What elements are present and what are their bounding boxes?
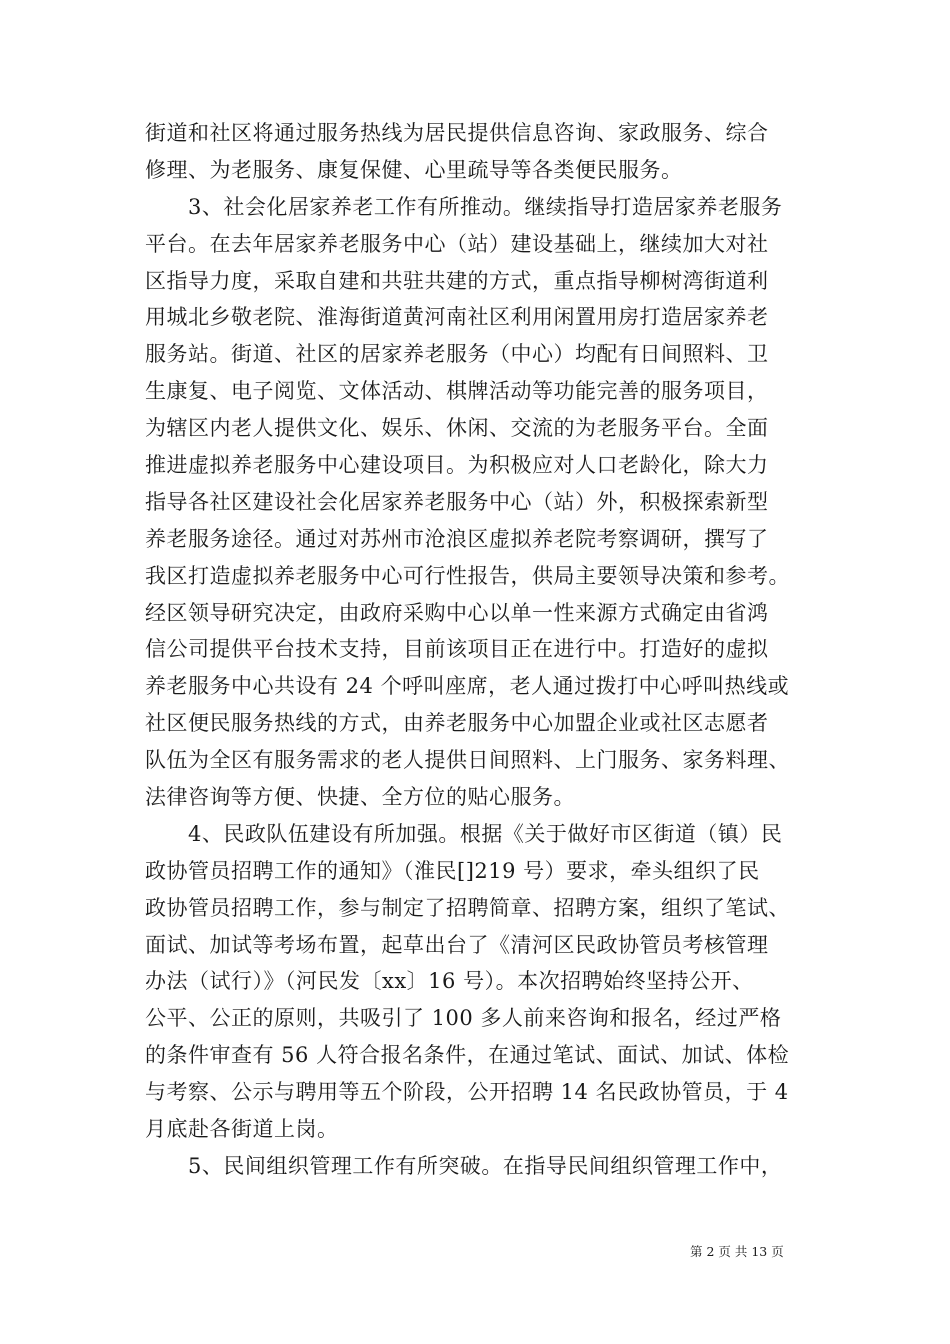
text-line: 为辖区内老人提供文化、娱乐、休闲、交流的为老服务平台。全面 xyxy=(145,416,769,441)
text-line: 月底赴各街道上岗。 xyxy=(145,1117,339,1142)
text-line: 与考察、公示与聘用等五个阶段，公开招聘 14 名民政协管员，于 4 xyxy=(145,1080,789,1105)
text-line: 信公司提供平台技术支持，目前该项目正在进行中。打造好的虚拟 xyxy=(145,637,769,662)
text-line: 面试、加试等考场布置，起草出台了《清河区民政协管员考核管理 xyxy=(145,932,769,957)
paragraph-start-line: 4、民政队伍建设有所加强。根据《关于做好市区街道（镇）民 xyxy=(188,821,783,846)
text-line: 的条件审查有 56 人符合报名条件，在通过笔试、面试、加试、体检 xyxy=(145,1043,790,1068)
paragraph-start-line: 3、社会化居家养老工作有所推动。继续指导打造居家养老服务 xyxy=(188,194,783,219)
text-line: 服务站。街道、社区的居家养老服务（中心）均配有日间照料、卫 xyxy=(145,342,769,367)
text-line: 推进虚拟养老服务中心建设项目。为积极应对人口老龄化，除大力 xyxy=(145,453,769,478)
text-line: 生康复、电子阅览、文体活动、棋牌活动等功能完善的服务项目， xyxy=(145,379,769,404)
text-line: 养老服务中心共设有 24 个呼叫座席，老人通过拨打中心呼叫热线或 xyxy=(145,674,790,699)
text-line: 修理、为老服务、康复保健、心里疏导等各类便民服务。 xyxy=(145,157,683,182)
text-line: 我区打造虚拟养老服务中心可行性报告，供局主要领导决策和参考。 xyxy=(145,563,790,588)
text-line: 指导各社区建设社会化居家养老服务中心（站）外，积极探索新型 xyxy=(145,489,769,514)
page-label: 第 2 页 共 13 页 xyxy=(690,1244,784,1259)
text-line: 养老服务途径。通过对苏州市沧浪区虚拟养老院考察调研，撰写了 xyxy=(145,526,769,551)
text-line: 区指导力度，采取自建和共驻共建的方式，重点指导柳树湾街道利 xyxy=(145,268,769,293)
text-line: 街道和社区将通过服务热线为居民提供信息咨询、家政服务、综合 xyxy=(145,121,769,145)
text-line: 办法（试行）》（河民发〔xx〕16 号）。本次招聘始终坚持公开、 xyxy=(145,969,754,994)
paragraph-start-line: 5、民间组织管理工作有所突破。在指导民间组织管理工作中， xyxy=(188,1153,783,1178)
page-number-footer xyxy=(690,1244,784,1260)
text-line: 政协管员招聘工作的通知》（淮民[]219 号）要求，牵头组织了民 xyxy=(145,858,760,883)
text-line: 队伍为全区有服务需求的老人提供日间照料、上门服务、家务料理、 xyxy=(145,748,790,773)
text-line: 政协管员招聘工作，参与制定了招聘简章、招聘方案，组织了笔试、 xyxy=(145,895,790,920)
text-line: 平台。在去年居家养老服务中心（站）建设基础上，继续加大对社 xyxy=(145,231,769,256)
text-line: 法律咨询等方便、快捷、全方位的贴心服务。 xyxy=(145,785,575,810)
text-line: 经区领导研究决定，由政府采购中心以单一性来源方式确定由省鸿 xyxy=(145,600,769,625)
text-line: 公平、公正的原则，共吸引了 100 多人前来咨询和报名，经过严格 xyxy=(145,1006,782,1031)
text-line: 用城北乡敬老院、淮海街道黄河南社区利用闲置用房打造居家养老 xyxy=(145,305,769,330)
text-line: 社区便民服务热线的方式，由养老服务中心加盟企业或社区志愿者 xyxy=(145,711,769,736)
document-body xyxy=(145,115,810,1185)
